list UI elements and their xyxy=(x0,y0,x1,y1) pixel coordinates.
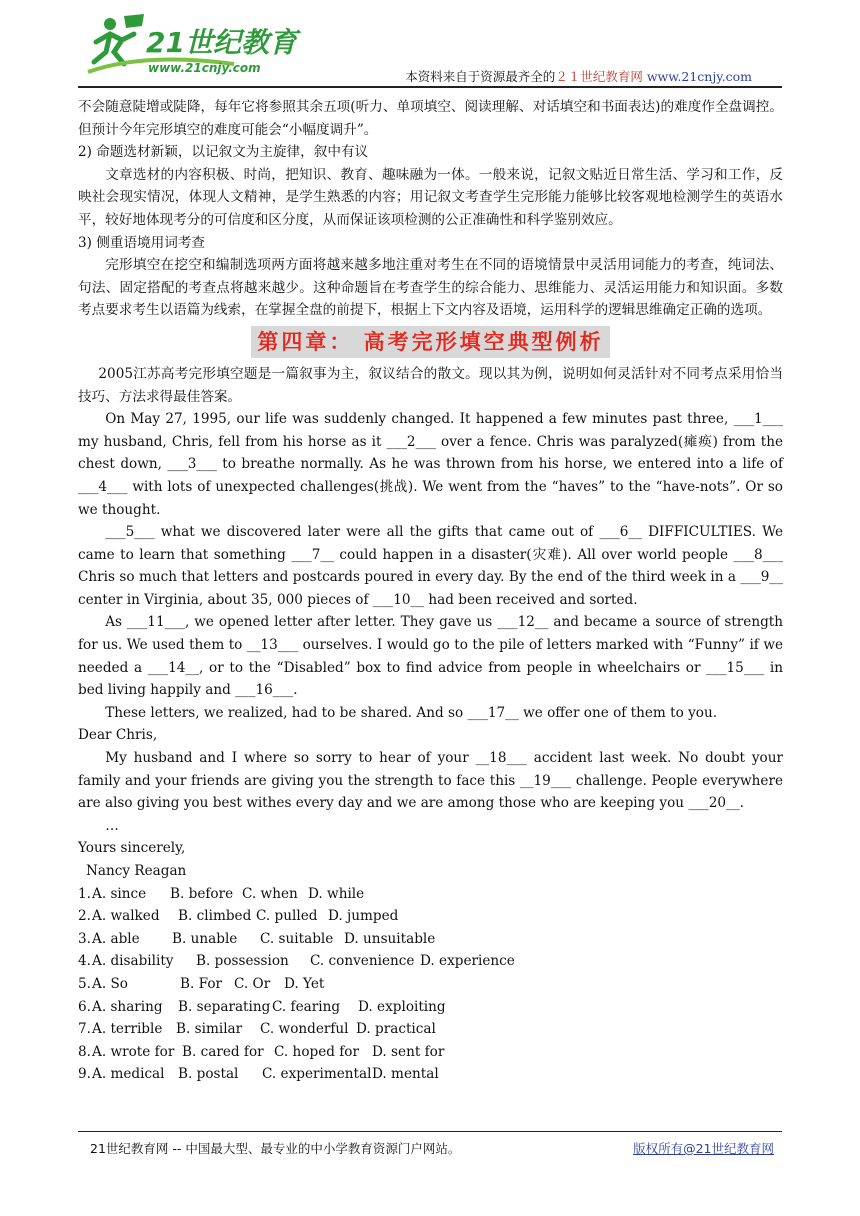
option-c[interactable]: C. wonderful xyxy=(260,1021,349,1038)
option-row xyxy=(78,928,783,951)
option-number: 1. xyxy=(78,885,91,902)
option-a[interactable]: A. walked xyxy=(92,908,160,925)
option-c[interactable]: C. pulled xyxy=(256,908,318,925)
letter-closing: Yours sincerely, xyxy=(78,840,186,857)
option-b[interactable]: B. possession xyxy=(196,953,289,970)
passage-paragraph-1: On May 27, 1995, our life was suddenly changed. It happened a few minutes past three, ___1___ my husband, Chris, fell from his horse as it ___2___ over a fence. Chris was paralyzed(瘫痪) from the chest down, ___3___ to breathe normally. As he was thrown from his horse, we entered into a life of ___4___ with lots of unexpected challenges(挑战). We went from the “haves” to the “have-nots”. Or so we thought. xyxy=(78,411,783,518)
option-number: 8. xyxy=(78,1043,91,1060)
document-body xyxy=(78,96,783,1086)
option-row xyxy=(78,1063,783,1086)
intro-heading-3: 3) 侧重语境用词考查 xyxy=(78,234,206,251)
option-b[interactable]: B. similar xyxy=(176,1021,243,1038)
logo-graphic xyxy=(84,12,304,84)
option-number: 7. xyxy=(78,1021,91,1038)
option-d[interactable]: D. exploiting xyxy=(358,998,446,1015)
option-row xyxy=(78,950,783,973)
option-b[interactable]: B. separating xyxy=(178,998,271,1015)
header-source xyxy=(405,67,752,85)
option-row xyxy=(78,883,783,906)
example-intro: 2005江苏高考完形填空题是一篇叙事为主，叙议结合的散文。现以其为例，说明如何灵活针对不同考点采用恰当技巧、方法求得最佳答案。 xyxy=(78,365,783,405)
option-c[interactable]: C. hoped for xyxy=(274,1043,359,1060)
option-b[interactable]: B. cared for xyxy=(182,1043,264,1060)
logo-url: www.21cnjy.com xyxy=(148,61,261,75)
option-a[interactable]: A. terrible xyxy=(92,1021,163,1038)
option-a[interactable]: A. since xyxy=(92,885,147,902)
answer-options xyxy=(78,883,783,1086)
option-a[interactable]: A. wrote for xyxy=(92,1043,175,1060)
chapter-title: 第四章： 高考完形填空典型例析 xyxy=(251,326,609,358)
option-number: 2. xyxy=(78,908,91,925)
option-d[interactable]: D. practical xyxy=(356,1021,436,1038)
option-d[interactable]: D. while xyxy=(308,885,365,902)
option-d[interactable]: D. mental xyxy=(372,1066,439,1083)
option-number: 5. xyxy=(78,975,91,992)
option-row xyxy=(78,1041,783,1064)
option-a[interactable]: A. So xyxy=(92,975,128,992)
option-b[interactable]: B. For xyxy=(180,975,223,992)
passage-paragraph-4: These letters, we realized, had to be shared. And so ___17__ we offer one of them to you. xyxy=(105,704,718,721)
header-divider xyxy=(78,86,782,88)
option-row xyxy=(78,973,783,996)
footer-divider xyxy=(78,1131,782,1132)
option-c[interactable]: C. experimental xyxy=(262,1066,372,1083)
header-source-url[interactable]: www.21cnjy.com xyxy=(646,69,752,84)
passage-paragraph-2: ___5___ what we discovered later were all the gifts that came out of ___6__ DIFFICULTIES. We came to learn that something ___7__ could happen in a disaster(灾难). All over world people ___8___ Chris so much that letters and postcards poured in every day. By the end of the third week in a ___9__ center in Virginia, about 35, 000 pieces of ___10__ had been received and sorted. xyxy=(78,524,783,608)
option-number: 3. xyxy=(78,930,91,947)
passage-paragraph-3: As ___11___, we opened letter after letter. They gave us ___12__ and became a source of strength for us. We used them to __13___ ourselves. I would go to the pile of letters marked with “Funny” if we needed a ___14__, or to the “Disabled” box to find advice from people in wheelchairs or ___15___ in bed living happily and ___16___. xyxy=(78,614,783,699)
option-row xyxy=(78,1018,783,1041)
option-a[interactable]: A. sharing xyxy=(92,998,163,1015)
page-header xyxy=(0,0,860,92)
intro-heading-2: 2) 命题选材新颖，以记叙文为主旋律，叙中有议 xyxy=(78,144,369,161)
option-b[interactable]: B. unable xyxy=(172,930,238,947)
option-a[interactable]: A. medical xyxy=(92,1066,165,1083)
header-source-prefix: 本资料来自于资源最齐全的 xyxy=(405,69,556,84)
option-row xyxy=(78,905,783,928)
intro-paragraph-3: 完形填空在挖空和编制选项两方面将越来越多地注重对考生在不同的语境情景中灵活用词能力的考查，纯词法、句法、固定搭配的考查点将越来越少。这种命题旨在考查学生的综合能力、思维能力、灵活运用能力和知识面。多数考点要求考生以语篇为线索，在掌握全盘的前提下，根据上下文内容及语境，运用科学的逻辑思维确定正确的选项。 xyxy=(78,257,783,319)
option-b[interactable]: B. climbed xyxy=(178,908,252,925)
option-a[interactable]: A. disability xyxy=(92,953,174,970)
intro-paragraph-1: 不会随意陡增或陡降，每年它将参照其余五项(听力、单项填空、阅读理解、对话填空和书面表达)的难度作全盘调控。但预计今年完形填空的难度可能会“小幅度调升”。 xyxy=(78,99,783,138)
option-number: 6. xyxy=(78,998,91,1015)
intro-paragraph-2: 文章选材的内容积极、时尚，把知识、教育、趣味融为一体。一般来说，记叙文贴近日常生活、学习和工作，反映社会现实情况，体现人文精神，是学生熟悉的内容；用记叙文考查学生完形能力能够比较客观地检测学生的英语水平，较好地体现考分的可信度和区分度，从而保证该项检测的公正准确性和科学鉴别效应。 xyxy=(78,166,783,228)
option-number: 4. xyxy=(78,953,91,970)
letter-signature: Nancy Reagan xyxy=(86,863,187,879)
footer-copyright-link[interactable]: 版权所有@21世纪教育网 xyxy=(633,1141,774,1156)
option-d[interactable]: D. jumped xyxy=(328,908,399,925)
header-source-site[interactable]: ２１世纪教育网 xyxy=(555,69,643,84)
option-d[interactable]: D. experience xyxy=(420,953,515,970)
chapter-heading xyxy=(78,326,783,358)
letter-ellipsis: … xyxy=(105,817,119,834)
site-logo[interactable] xyxy=(84,12,304,84)
logo-text: 21世纪教育 xyxy=(146,26,297,59)
option-b[interactable]: B. postal xyxy=(178,1066,239,1083)
option-c[interactable]: C. Or xyxy=(234,975,271,992)
option-row xyxy=(78,996,783,1019)
option-d[interactable]: D. Yet xyxy=(284,975,325,992)
option-d[interactable]: D. unsuitable xyxy=(344,930,436,947)
letter-body: My husband and I where so sorry to hear of your __18___ accident last week. No doubt your family and your friends are giving you the strength to face this __19___ challenge. People everywhere are also giving you best withes every day and we are among those who are keeping you ___20__. xyxy=(78,750,783,812)
option-d[interactable]: D. sent for xyxy=(372,1043,445,1060)
letter-salutation: Dear Chris, xyxy=(78,727,158,744)
option-c[interactable]: C. fearing xyxy=(272,998,341,1015)
option-number: 9. xyxy=(78,1066,91,1083)
option-a[interactable]: A. able xyxy=(92,930,140,947)
option-c[interactable]: C. when xyxy=(242,885,298,902)
option-c[interactable]: C. suitable xyxy=(260,930,334,947)
option-b[interactable]: B. before xyxy=(170,885,234,902)
footer-left-text: 21世纪教育网 -- 中国最大型、最专业的中小学教育资源门户网站。 xyxy=(90,1141,461,1156)
option-c[interactable]: C. convenience xyxy=(310,953,415,970)
